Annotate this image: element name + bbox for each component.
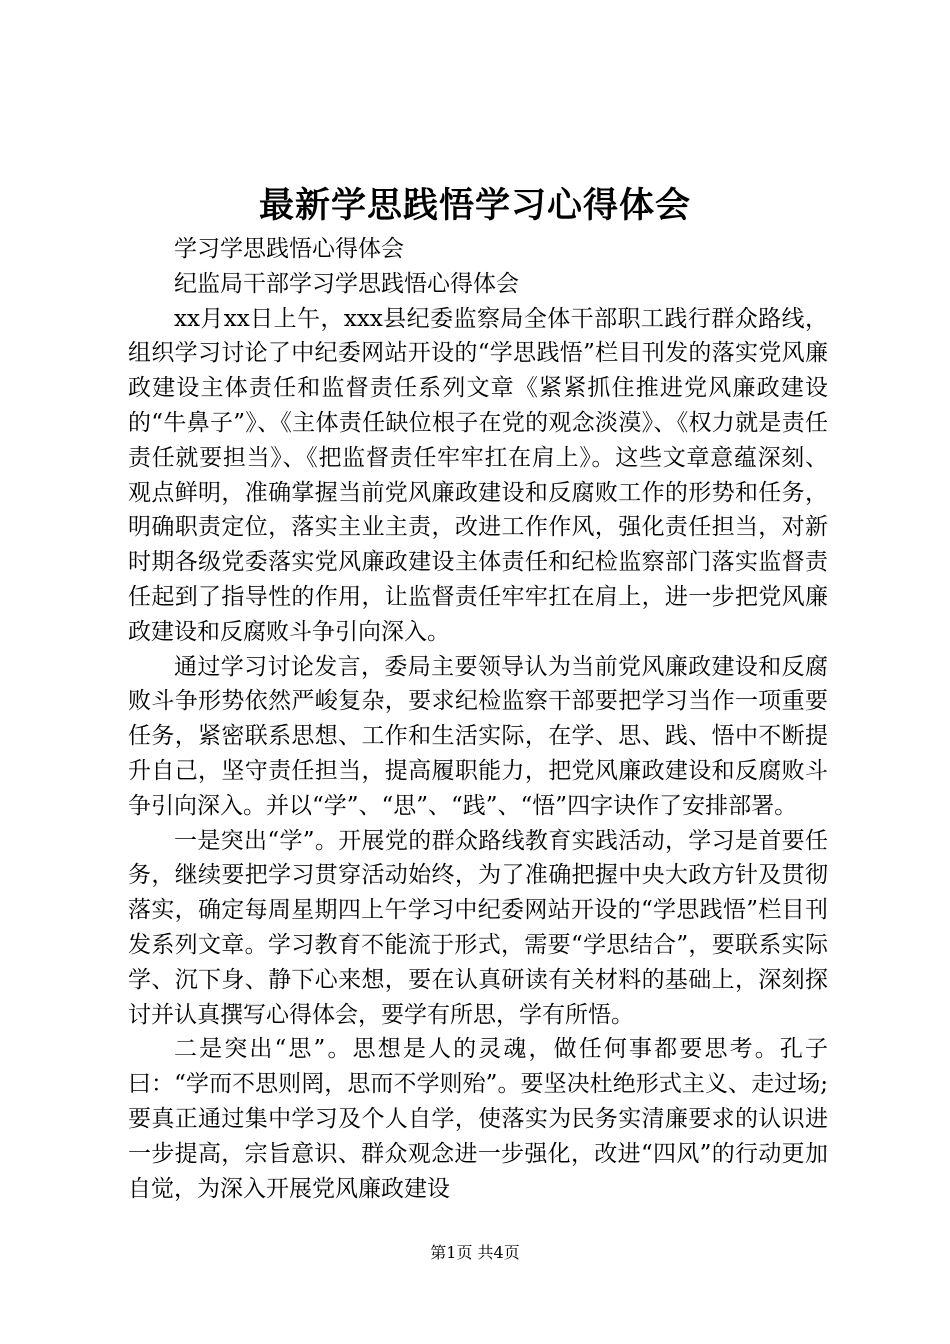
paragraph: 通过学习讨论发言，委局主要领导认为当前党风廉政建设和反腐败斗争形势依然严峻复杂，要求纪检监察干部要把学习当作一项重要任务，紧密联系思想、工作和生活实际，在学、思、践、悟中不断提升自己，坚守责任担当，提高履职能力，把党风廉政建设和反腐败斗争引向深入。并以“学”、“思”、“践”、“悟”四字诀作了安排部署。 [128,653,828,819]
paragraph: 纪监局干部学习学思践悟心得体会 [174,270,519,297]
page-number-footer: 第1页 共4页 [430,1243,520,1262]
paragraph: 二是突出“思”。思想是人的灵魂，做任何事都要思考。孔子曰：“学而不思则罔，思而不学则殆”。要坚决杜绝形式主义、走过场;要真正通过集中学习及个人自学，使落实为民务实清廉要求的认识进一步提高，宗旨意识、群众观念进一步强化，改进“四风”的行动更加自觉，为深入开展党风廉政建设 [128,1036,828,1202]
paragraph: 一是突出“学”。开展党的群众路线教育实践活动，学习是首要任务，继续要把学习贯穿活动始终，为了准确把握中央大政方针及贯彻落实，确定每周星期四上午学习中纪委网站开设的“学思践悟”栏目刊发系列文章。学习教育不能流于形式，需要“学思结合”，要联系实际学、沉下身、静下心来想，要在认真研读有关材料的基础上，深刻探讨并认真撰写心得体会，要学有所思，学有所悟。 [128,827,828,1028]
document-body [128,232,828,1206]
paragraph: xx月xx日上午，xxx县纪委监察局全体干部职工践行群众路线，组织学习讨论了中纪委网站开设的“学思践悟”栏目刊发的落实党风廉政建设主体责任和监督责任系列文章《紧紧抓住推进党风廉政建设的“牛鼻子”》、《主体责任缺位根子在党的观念淡漠》、《权力就是责任责任就要担当》、《把监督责任牢牢扛在肩上》。这些文章意蕴深刻、观点鲜明，准确掌握当前党风廉政建设和反腐败工作的形势和任务，明确职责定位，落实主业主责，改进工作作风，强化责任担当，对新时期各级党委落实党风廉政建设主体责任和纪检监察部门落实监督责任起到了指导性的作用，让监督责任牢牢扛在肩上，进一步把党风廉政建设和反腐败斗争引向深入。 [128,305,828,645]
paragraph: 学习学思践悟心得体会 [174,236,404,262]
document-title: 最新学思践悟学习心得体会 [258,185,691,226]
